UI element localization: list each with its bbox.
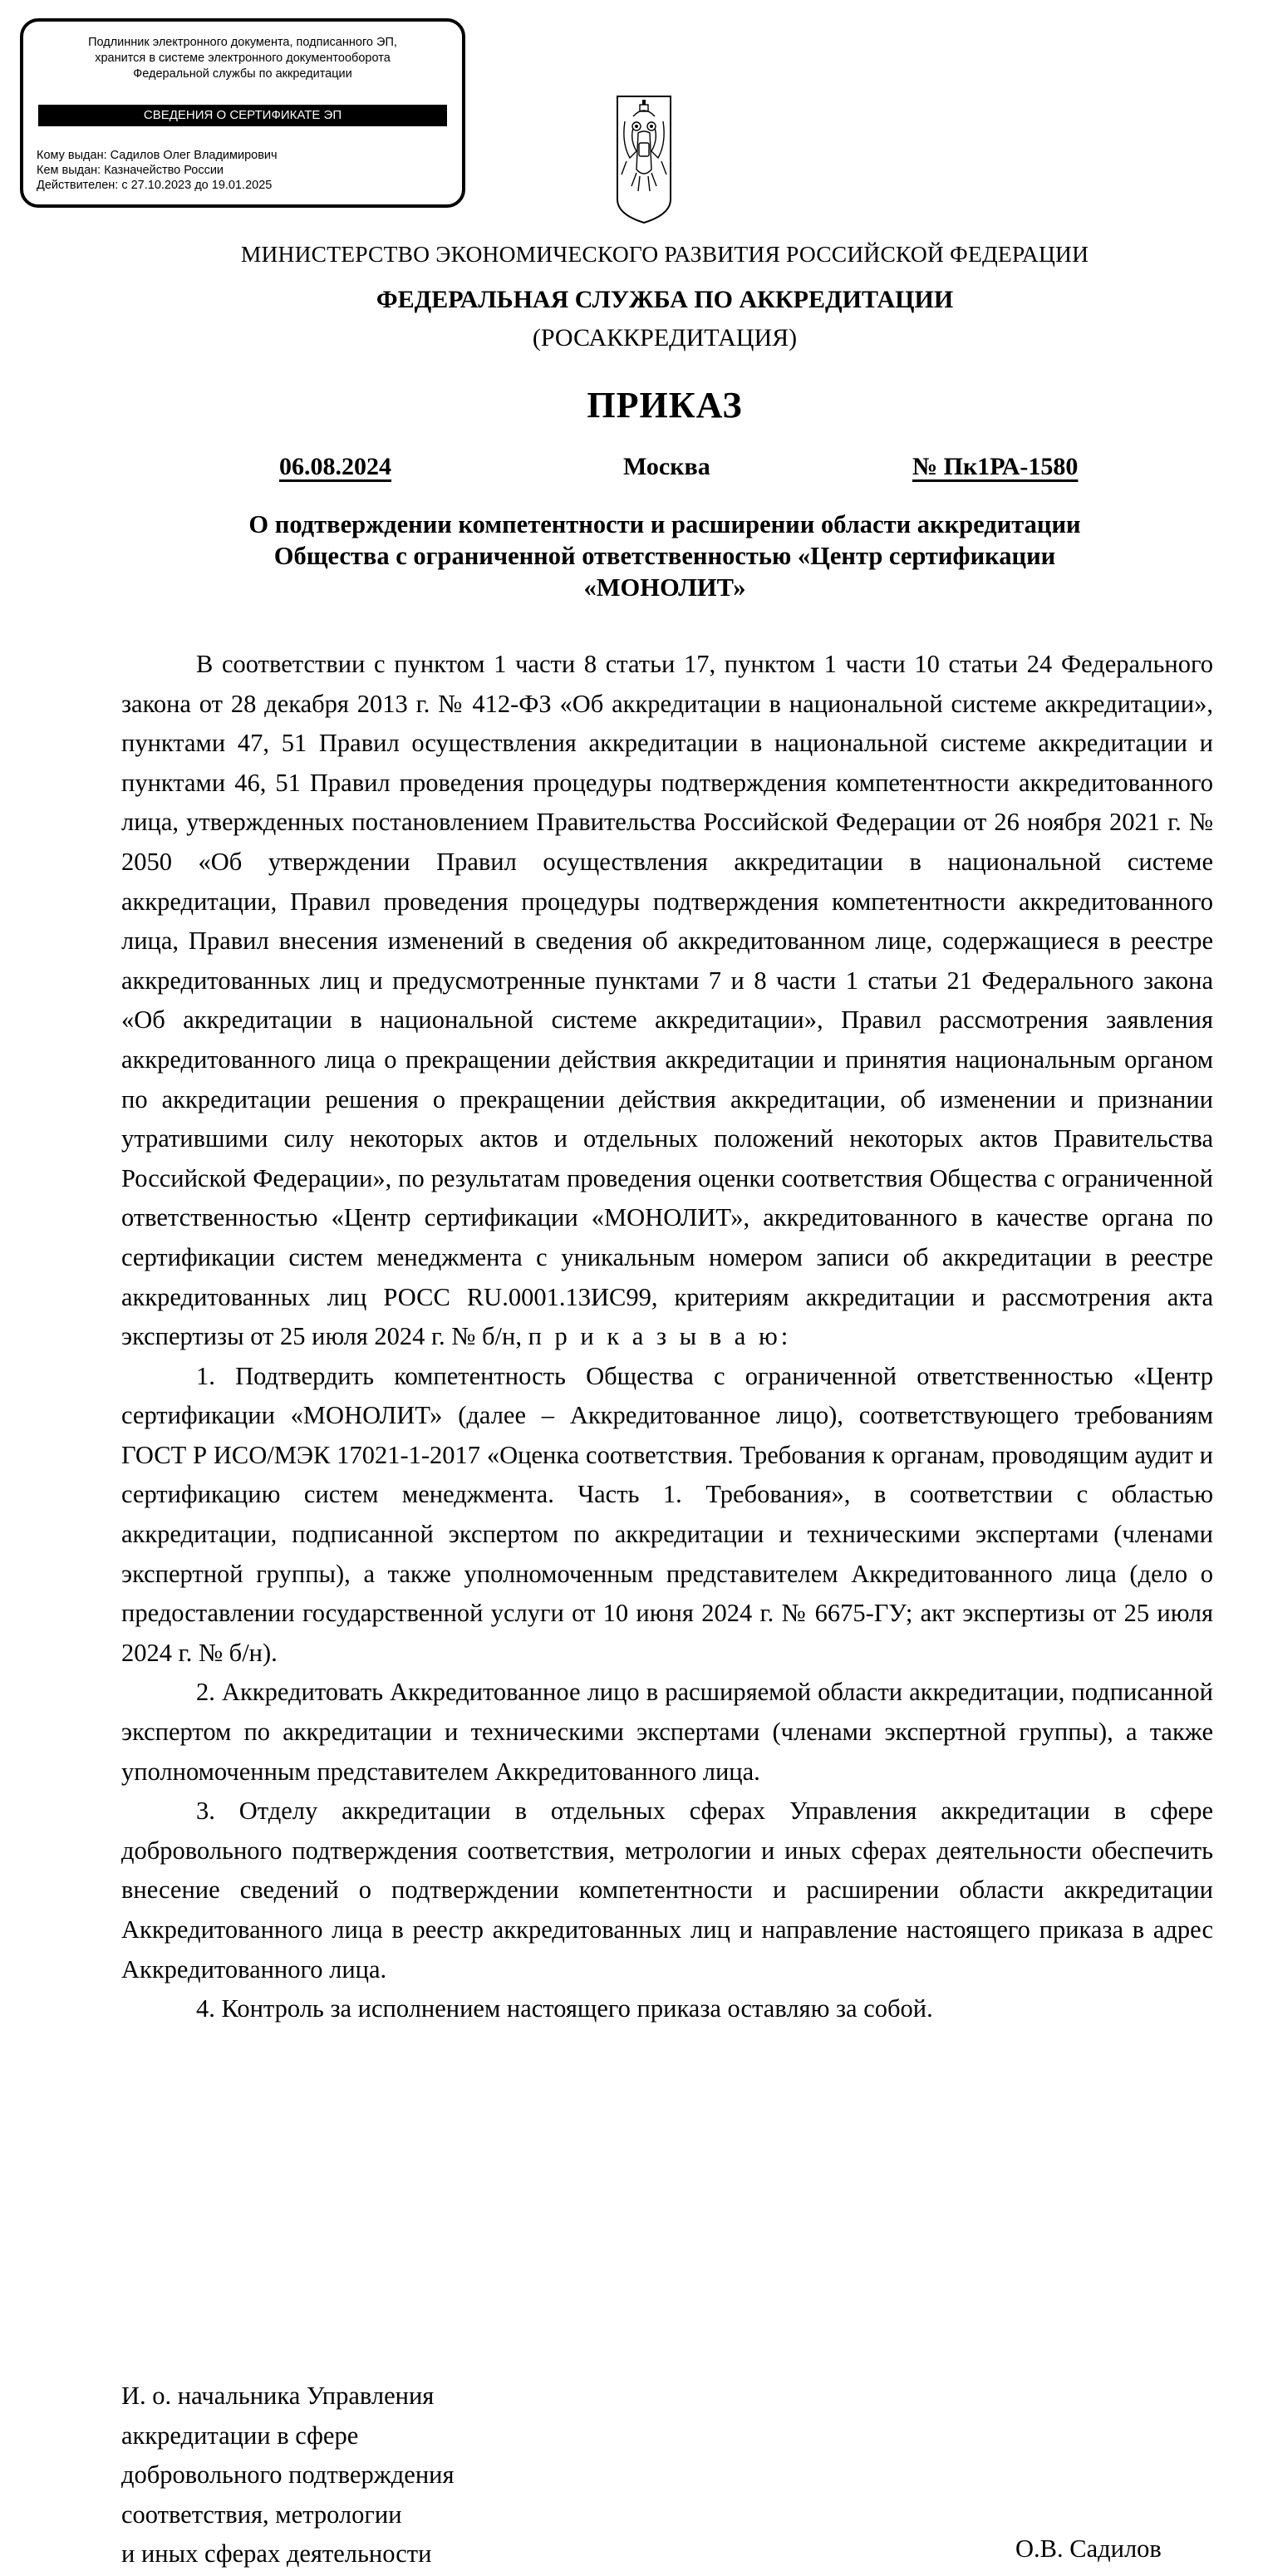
signatory-position xyxy=(121,2377,455,2574)
document-type: ПРИКАЗ xyxy=(587,385,743,425)
e-signature-stamp xyxy=(20,18,465,208)
document-date: 06.08.2024 xyxy=(279,453,391,480)
title-line-3: «МОНОЛИТ» xyxy=(583,573,746,602)
stamp-certificate-bar: СВЕДЕНИЯ О СЕРТИФИКАТЕ ЭП xyxy=(38,105,447,126)
signatory-name: О.В. Садилов xyxy=(1015,2534,1162,2563)
preamble-paragraph xyxy=(121,645,1213,1357)
stamp-valid-period: Действителен: с 27.10.2023 до 19.01.2025 xyxy=(37,179,273,192)
signatory-line-5: и иных сферах деятельности xyxy=(121,2539,432,2569)
document-title xyxy=(116,509,1213,603)
stamp-line-1: Подлинник электронного документа, подписанного ЭП, xyxy=(88,36,397,49)
coat-of-arms-icon xyxy=(615,93,673,226)
signatory-line-4: соответствия, метрологии xyxy=(121,2500,402,2529)
stamp-line-3: Федеральной службы по аккредитации xyxy=(133,67,352,81)
order-item-2: 2. Аккредитовать Аккредитованное лицо в расширяемой области аккредитации, подписанной экспертом по аккредитации и техническими экспертами (членами экспертной группы), а также уполномоченным представителем Аккредитованного лица. xyxy=(121,1678,1213,1786)
agency-name: ФЕДЕРАЛЬНАЯ СЛУЖБА ПО АККРЕДИТАЦИИ xyxy=(376,286,954,313)
document-number: № Пк1РА-1580 xyxy=(912,453,1079,480)
document-body xyxy=(121,645,1213,2029)
preamble-text: В соответствии с пунктом 1 части 8 статьи 17, пунктом 1 части 10 статьи 24 Федерального закона от 28 декабря 2013 г. № 412-ФЗ «Об аккредитации в национальной системе аккредитации», пунктами 47, 51 Правил осуществления аккредитации в национальной системе аккредитации и пунктами 46, 51 Правил проведения процедуры подтверждения компетентности аккредитованного лица, утвержденных постановлением Правительства Российской Федерации от 26 ноября 2021 г. № 2050 «Об утверждении Правил осуществления аккредитации в национальной системе аккредитации, Правил проведения процедуры подтверждения компетентности аккредитованного лица, Правил внесения изменений в сведения об аккредитованном лице, содержащиеся в реестре аккредитованных лиц и предусмотренные пунктами 7 и 8 части 1 статьи 21 Федерального закона «Об аккредитации в национальной системе аккредитации», Правил рассмотрения заявления аккредитованного лица о прекращении действия аккредитации и принятия национальным органом по аккредитации решения о прекращении действия аккредитации, об изменении и признании утратившими силу некоторых актов и отдельных положений некоторых актов Правительства Российской Федерации», по результатам проведения оценки соответствия Общества с ограниченной ответственностью «Центр сертификации «МОНОЛИТ», аккредитованного в качестве органа по сертификации систем менеджмента с уникальным номером записи об аккредитации в реестре аккредитованных лиц РОСС RU.0001.13ИС99, критериям аккредитации и рассмотрения акта экспертизы от 25 июля 2024 г. № б/н, xyxy=(121,650,1213,1351)
agency-short-name: (РОСАККРЕДИТАЦИЯ) xyxy=(532,324,798,351)
order-item-4: 4. Контроль за исполнением настоящего приказа оставляю за собой. xyxy=(196,1994,933,2023)
stamp-line-2: хранится в системе электронного документооборота xyxy=(95,52,391,65)
signatory-line-1: И. о. начальника Управления xyxy=(121,2382,435,2410)
document-city: Москва xyxy=(623,453,710,480)
signatory-line-3: добровольного подтверждения xyxy=(121,2460,455,2490)
ministry-name: МИНИСТЕРСТВО ЭКОНОМИЧЕСКОГО РАЗВИТИЯ РОССИЙСКОЙ ФЕДЕРАЦИИ xyxy=(240,241,1089,267)
stamp-issued-to: Кому выдан: Садилов Олег Владимирович xyxy=(37,149,278,162)
stamp-issued-by: Кем выдан: Казначейство России xyxy=(37,164,224,177)
signatory-line-2: аккредитации в сфере xyxy=(121,2421,359,2450)
title-line-2: Общества с ограниченной ответственностью «Центр сертификации xyxy=(273,542,1056,570)
stamp-header-text xyxy=(23,35,462,82)
order-item-3: 3. Отделу аккредитации в отдельных сферах Управления аккредитации в сфере добровольного подтверждения соответствия, метрологии и иных сферах деятельности обеспечить внесение сведений о подтверждении компетентности и расширении области аккредитации Аккредитованного лица в реестр аккредитованных лиц и направление настоящего приказа в адрес Аккредитованного лица. xyxy=(121,1797,1213,1984)
stamp-certificate-details xyxy=(37,148,278,193)
order-item-1: 1. Подтвердить компетентность Общества с ограниченной ответственностью «Центр сертификации «МОНОЛИТ» (далее – Аккредитованное лицо), соответствующего требованиям ГОСТ Р ИСО/МЭК 17021-1-2017 «Оценка соответствия. Требования к органам, проводящим аудит и сертификацию систем менеджмента. Часть 1. Требования», в соответствии с областью аккредитации, подписанной экспертом по аккредитации и техническими экспертами (членами экспертной группы), а также уполномоченным представителем Аккредитованного лица (дело о предоставлении государственной услуги от 10 июня 2024 г. № 6675-ГУ; акт экспертизы от 25 июля 2024 г. № б/н). xyxy=(121,1361,1213,1667)
order-word: п р и к а з ы в а ю: xyxy=(528,1322,792,1351)
title-line-1: О подтверждении компетентности и расширении области аккредитации xyxy=(248,510,1081,538)
